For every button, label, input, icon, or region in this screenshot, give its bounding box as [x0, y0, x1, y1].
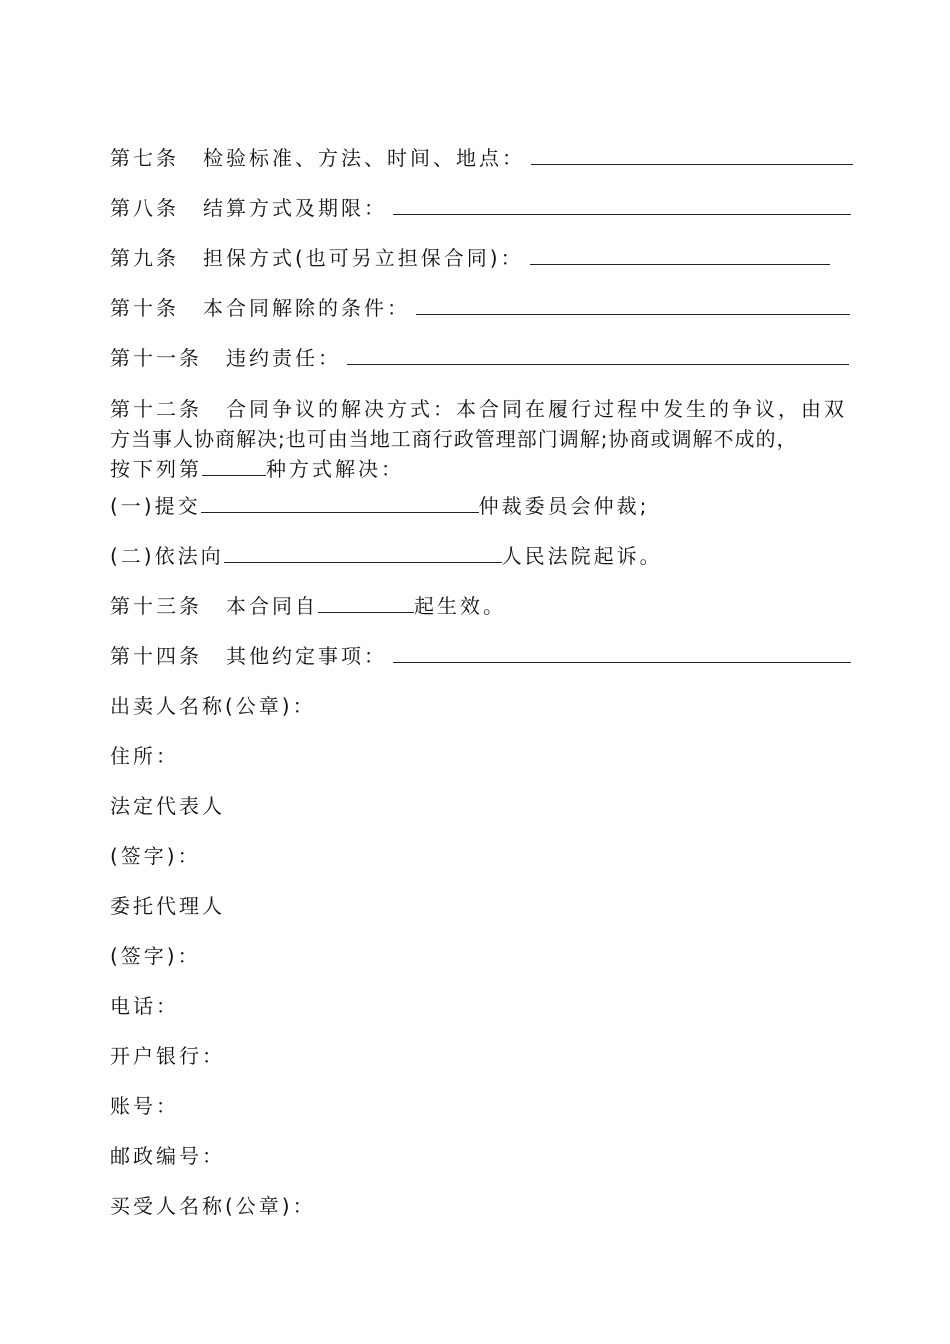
- article-text: 其他约定事项：: [226, 644, 387, 668]
- article-number: 第十条: [110, 296, 179, 320]
- article-13: [110, 592, 840, 620]
- article-number: 第十一条: [110, 346, 202, 370]
- seller-phone: 电话：: [110, 994, 179, 1018]
- seller-legal-sign: (签字)：: [110, 844, 201, 868]
- article-number: 第九条: [110, 246, 179, 270]
- fill-blank[interactable]: [393, 194, 851, 215]
- article-number: 第七条: [110, 146, 179, 170]
- article-text: 检验标准、方法、时间、地点：: [203, 146, 525, 170]
- fill-blank[interactable]: [347, 344, 849, 365]
- option-text: 仲裁委员会仲裁;: [478, 494, 650, 518]
- fill-blank[interactable]: [531, 144, 853, 165]
- option-1: [110, 492, 840, 520]
- article-number: 第八条: [110, 196, 179, 220]
- article-text: 种方式解决：: [266, 457, 404, 481]
- option-text: (一)提交: [110, 494, 201, 518]
- article-text: 本合同自: [226, 594, 318, 618]
- article-text: 本合同解除的条件：: [203, 296, 410, 320]
- seller-bank: 开户银行：: [110, 1044, 225, 1068]
- fill-blank[interactable]: [318, 594, 414, 613]
- fill-blank[interactable]: [224, 544, 502, 563]
- seller-account: 账号：: [110, 1094, 179, 1118]
- article-7: [110, 144, 840, 172]
- article-number: 第十二条: [110, 397, 202, 421]
- seller-agent-sign: (签字)：: [110, 944, 201, 968]
- article-8: [110, 194, 840, 222]
- seller-legal-rep: 法定代表人: [110, 794, 225, 818]
- seller-agent: 委托代理人: [110, 894, 225, 918]
- seller-postcode: 邮政编号：: [110, 1144, 225, 1168]
- seller-address: 住所：: [110, 744, 179, 768]
- article-text: 合同争议的解决方式：本合同在履行过程中发生的争议，由双: [226, 397, 847, 421]
- option-2: [110, 542, 840, 570]
- article-12: [110, 394, 847, 484]
- fill-blank[interactable]: [530, 244, 830, 265]
- fill-blank[interactable]: [393, 642, 851, 663]
- article-11: [110, 344, 840, 372]
- article-number: 第十三条: [110, 594, 202, 618]
- fill-blank[interactable]: [202, 457, 266, 476]
- option-text: 人民法院起诉。: [501, 544, 663, 568]
- article-text: 结算方式及期限：: [203, 196, 387, 220]
- fill-blank[interactable]: [416, 294, 850, 315]
- article-14: [110, 642, 840, 670]
- article-text: 按下列第: [110, 457, 202, 481]
- fill-blank[interactable]: [201, 494, 479, 513]
- article-text: 担保方式(也可另立担保合同)：: [203, 246, 524, 270]
- article-text: 违约责任：: [226, 346, 341, 370]
- article-text: 方当事人协商解决;也可由当地工商行政管理部门调解;协商或调解不成的，: [110, 427, 798, 451]
- article-10: [110, 294, 840, 322]
- seller-name: 出卖人名称(公章)：: [110, 694, 316, 718]
- buyer-name: 买受人名称(公章)：: [110, 1194, 316, 1218]
- article-9: [110, 244, 840, 272]
- article-text: 起生效。: [414, 594, 506, 618]
- option-text: (二)依法向: [110, 544, 224, 568]
- article-number: 第十四条: [110, 644, 202, 668]
